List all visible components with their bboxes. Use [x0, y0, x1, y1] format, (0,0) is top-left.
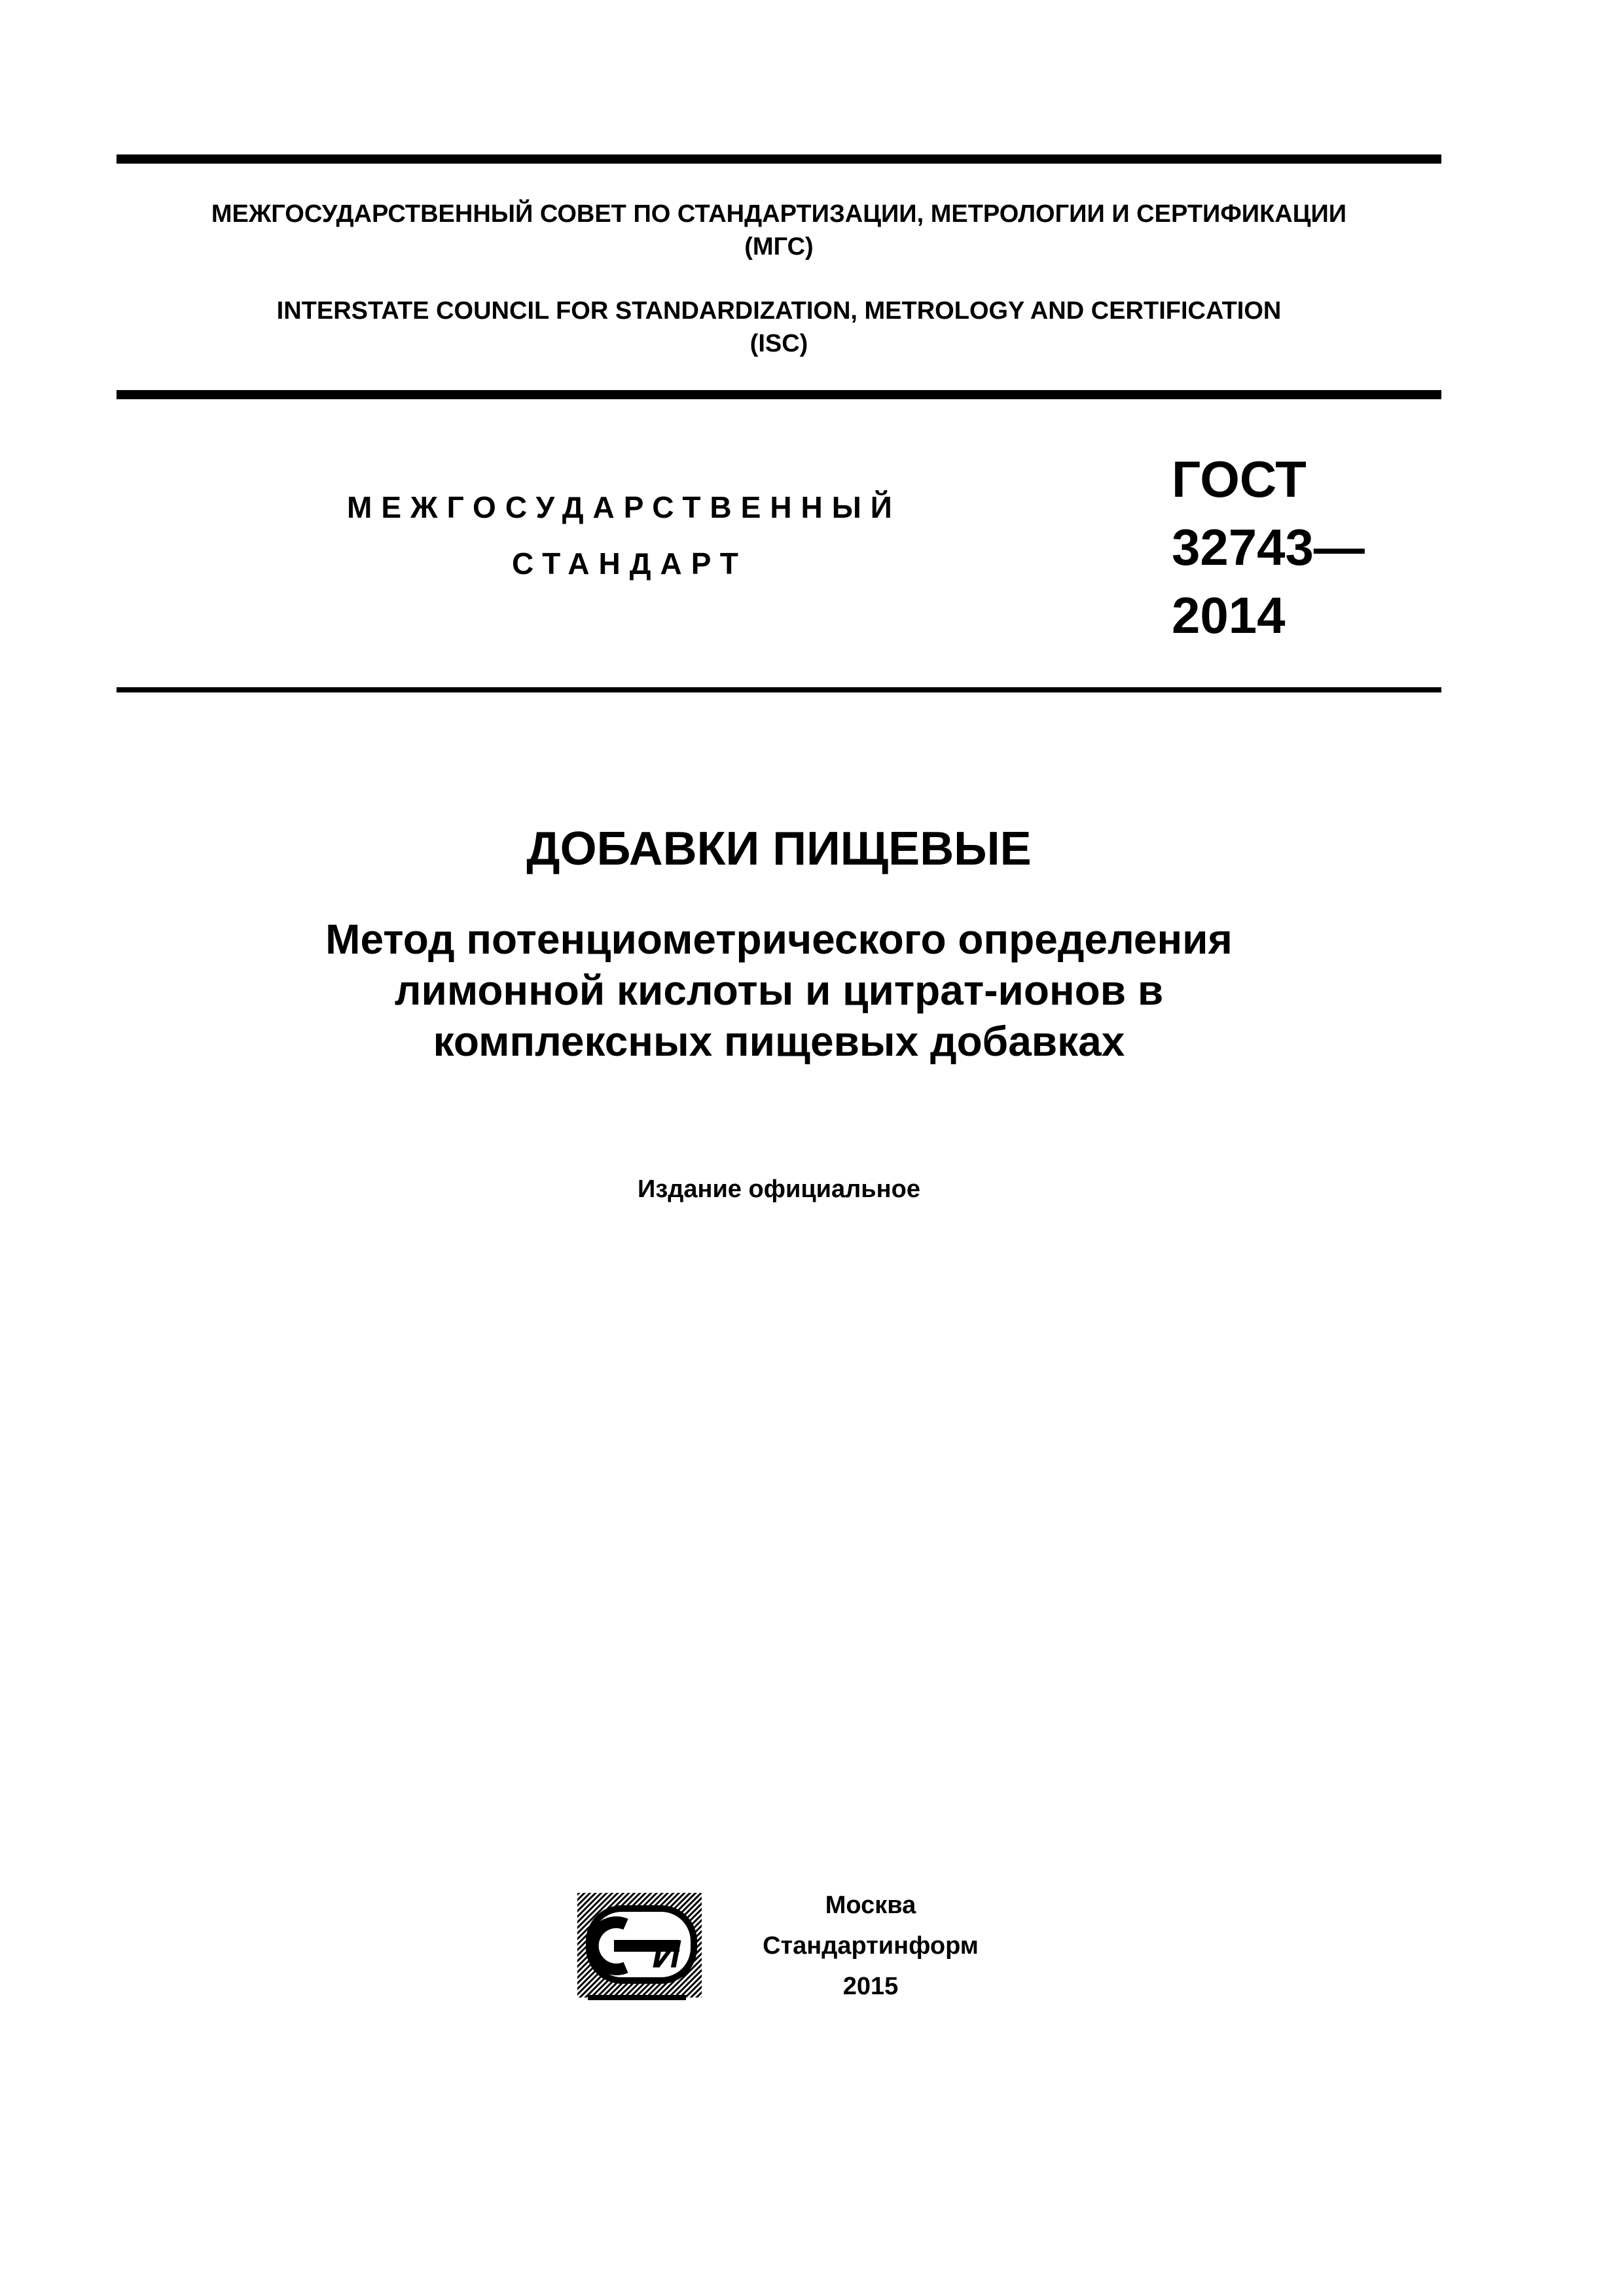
council-ru-line2: (МГС) — [744, 233, 814, 260]
publisher-block — [746, 1885, 995, 2007]
publisher-city: Москва — [825, 1892, 916, 1919]
edition-note: Издание официальное — [638, 1175, 920, 1203]
standard-bottom-rule — [117, 687, 1441, 692]
standartinform-logo-icon — [575, 1890, 712, 2008]
council-en-line1: INTERSTATE COUNCIL FOR STANDARDIZATION, METROLOGY AND CERTIFICATION — [276, 297, 1282, 325]
publisher-year: 2015 — [842, 1973, 899, 2000]
gost-designation — [1172, 445, 1365, 649]
council-header-ru — [117, 198, 1441, 263]
svg-text:И: И — [652, 1932, 681, 1976]
gost-number: 32743— — [1172, 518, 1365, 576]
gost-prefix: ГОСТ — [1172, 450, 1307, 508]
document-title: ДОБАВКИ ПИЩЕВЫЕ — [526, 823, 1032, 875]
standard-label-line1: МЕЖГОСУДАРСТВЕННЫЙ — [347, 490, 901, 524]
gost-year: 2014 — [1172, 586, 1286, 644]
council-header-en — [117, 295, 1441, 360]
standard-label-line2: СТАНДАРТ — [512, 547, 748, 581]
publisher-name: Стандартинформ — [763, 1932, 979, 1960]
council-ru-line1: МЕЖГОСУДАРСТВЕННЫЙ СОВЕТ ПО СТАНДАРТИЗАЦИИ, МЕТРОЛОГИИ И СЕРТИФИКАЦИИ — [211, 200, 1347, 228]
subtitle-line2: лимонной кислоты и цитрат-ионов в — [394, 967, 1164, 1014]
subtitle-line1: Метод потенциометрического определения — [325, 916, 1233, 963]
header-bottom-rule — [117, 390, 1441, 399]
top-rule — [117, 154, 1441, 164]
document-subtitle — [117, 914, 1441, 1067]
subtitle-line3: комплексных пищевых добавках — [433, 1018, 1125, 1065]
council-en-line2: (ISC) — [749, 330, 808, 357]
